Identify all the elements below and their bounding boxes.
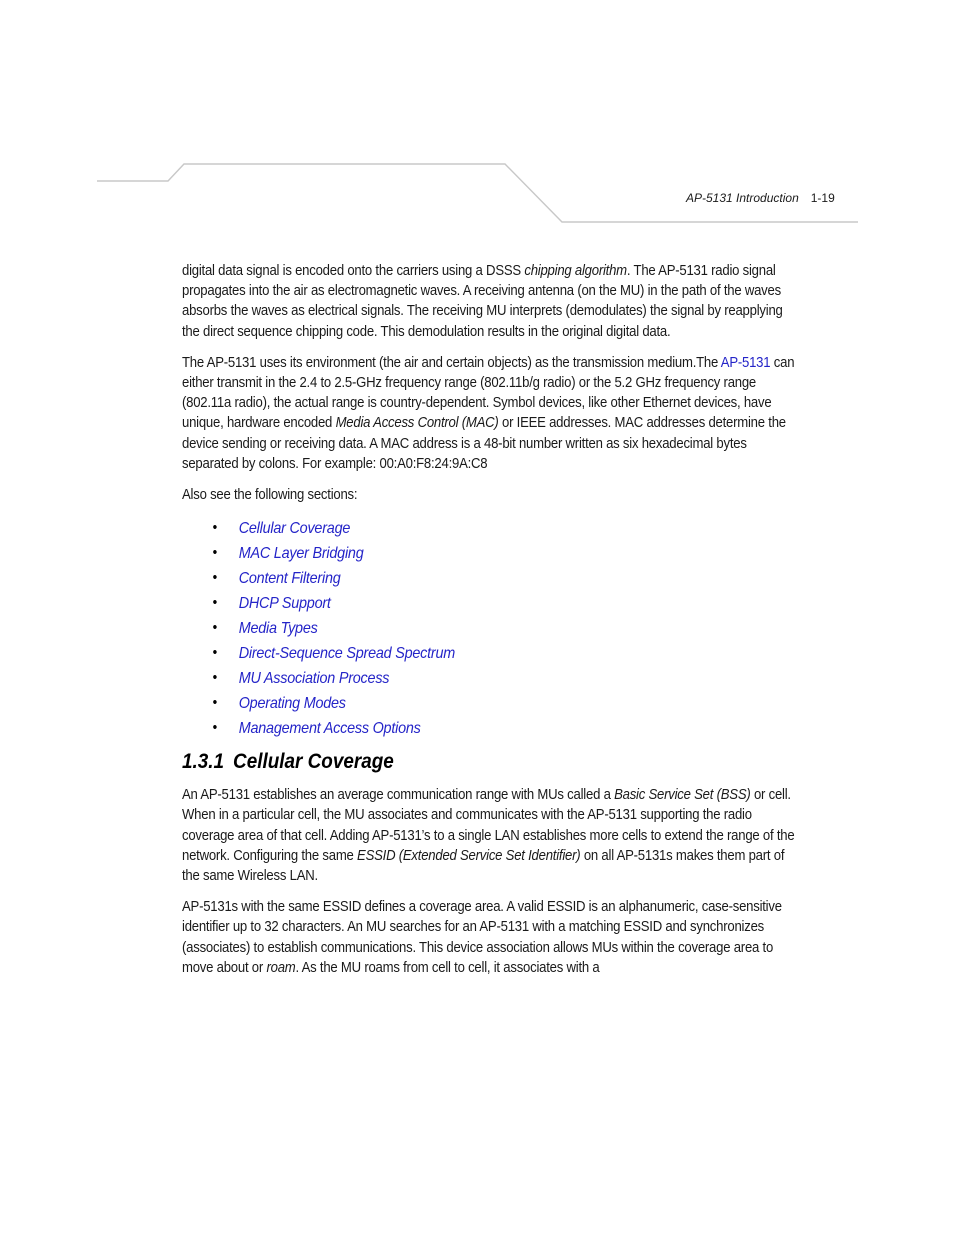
link-mu-association-process[interactable]: MU Association Process (238, 670, 390, 688)
bullet-icon: • (212, 520, 217, 537)
list-item (182, 716, 742, 741)
bullet-icon: • (212, 595, 217, 612)
bullet-icon: • (212, 645, 217, 662)
list-item (182, 666, 742, 691)
paragraph: The AP-5131 uses its environment (the air and certain objects) as the transmission medium.The AP-5131 can either transmit in the 2.4 to 2.5-GHz frequency range (802.11b/g radio) or the 5.2 GHz frequency range (802.11a radio), the actual range is country-dependent. Symbol devices, like other Ethernet devices, have unique, hardware encoded Media Access Control (MAC) or IEEE addresses. MAC addresses determine the device sending or receiving data. A MAC address is a 48-bit number written as six hexadecimal bytes separated by colons. For example: 00:A0:F8:24:9A:C8 (182, 354, 795, 472)
page-body (182, 261, 795, 989)
link-mac-layer-bridging[interactable]: MAC Layer Bridging (238, 545, 364, 563)
bullet-icon: • (212, 570, 217, 587)
link-cellular-coverage[interactable]: Cellular Coverage (238, 520, 351, 538)
link-dhcp-support[interactable]: DHCP Support (238, 595, 331, 613)
section-number: 1.3.1 (182, 750, 225, 774)
list-item (182, 641, 742, 666)
list-item (182, 691, 742, 716)
link-operating-modes[interactable]: Operating Modes (238, 695, 346, 713)
section-heading (182, 749, 742, 775)
link-media-types[interactable]: Media Types (238, 620, 318, 638)
running-head (686, 191, 835, 205)
bullet-icon: • (212, 545, 217, 562)
section-title: Cellular Coverage (233, 750, 394, 774)
link-direct-sequence-spread-spectrum[interactable]: Direct-Sequence Spread Spectrum (238, 645, 456, 663)
paragraph: An AP-5131 establishes an average communication range with MUs called a Basic Service Set (BSS) or cell. When in a particular cell, the MU associates and communicates with the AP-5131 supporting the radio coverage area of that cell. Adding AP-5131’s to a single LAN establishes more cells to extend the range of the network. Configuring the same ESSID (Extended Service Set Identifier) on all AP-5131s makes them part of the same Wireless LAN. (182, 787, 795, 885)
paragraph: digital data signal is encoded onto the carriers using a DSSS chipping algorithm. The AP-5131 radio signal propagates into the air as electromagnetic waves. A receiving antenna (on the MU) in the path of the waves absorbs the waves as electrical signals. The receiving MU interprets (demodulates) the signal by reapplying the direct sequence chipping code. This demodulation results in the original digital data. (182, 263, 783, 340)
list-item (182, 616, 742, 641)
list-item (182, 541, 742, 566)
paragraph: Also see the following sections: (182, 487, 358, 504)
bullet-icon: • (212, 620, 217, 637)
page-number: 1-19 (810, 191, 835, 205)
list-item (182, 516, 742, 541)
bullet-icon: • (212, 695, 217, 712)
link-content-filtering[interactable]: Content Filtering (238, 570, 341, 588)
bullet-icon: • (212, 670, 217, 687)
list-item (182, 591, 742, 616)
ap-5131-link[interactable]: AP-5131 (720, 354, 771, 371)
list-item (182, 566, 742, 591)
paragraph: AP-5131s with the same ESSID defines a coverage area. A valid ESSID is an alphanumeric, case-sensitive identifier up to 32 characters. An MU searches for an AP-5131 with a matching ESSID and synchronizes (associates) to establish communications. This device association allows MUs within the coverage area to move about or roam. As the MU roams from cell to cell, it associates with a (182, 899, 782, 976)
see-also-list (182, 516, 742, 741)
bullet-icon: • (212, 720, 217, 737)
link-management-access-options[interactable]: Management Access Options (238, 720, 421, 738)
running-head-title: AP-5131 Introduction (686, 191, 799, 205)
